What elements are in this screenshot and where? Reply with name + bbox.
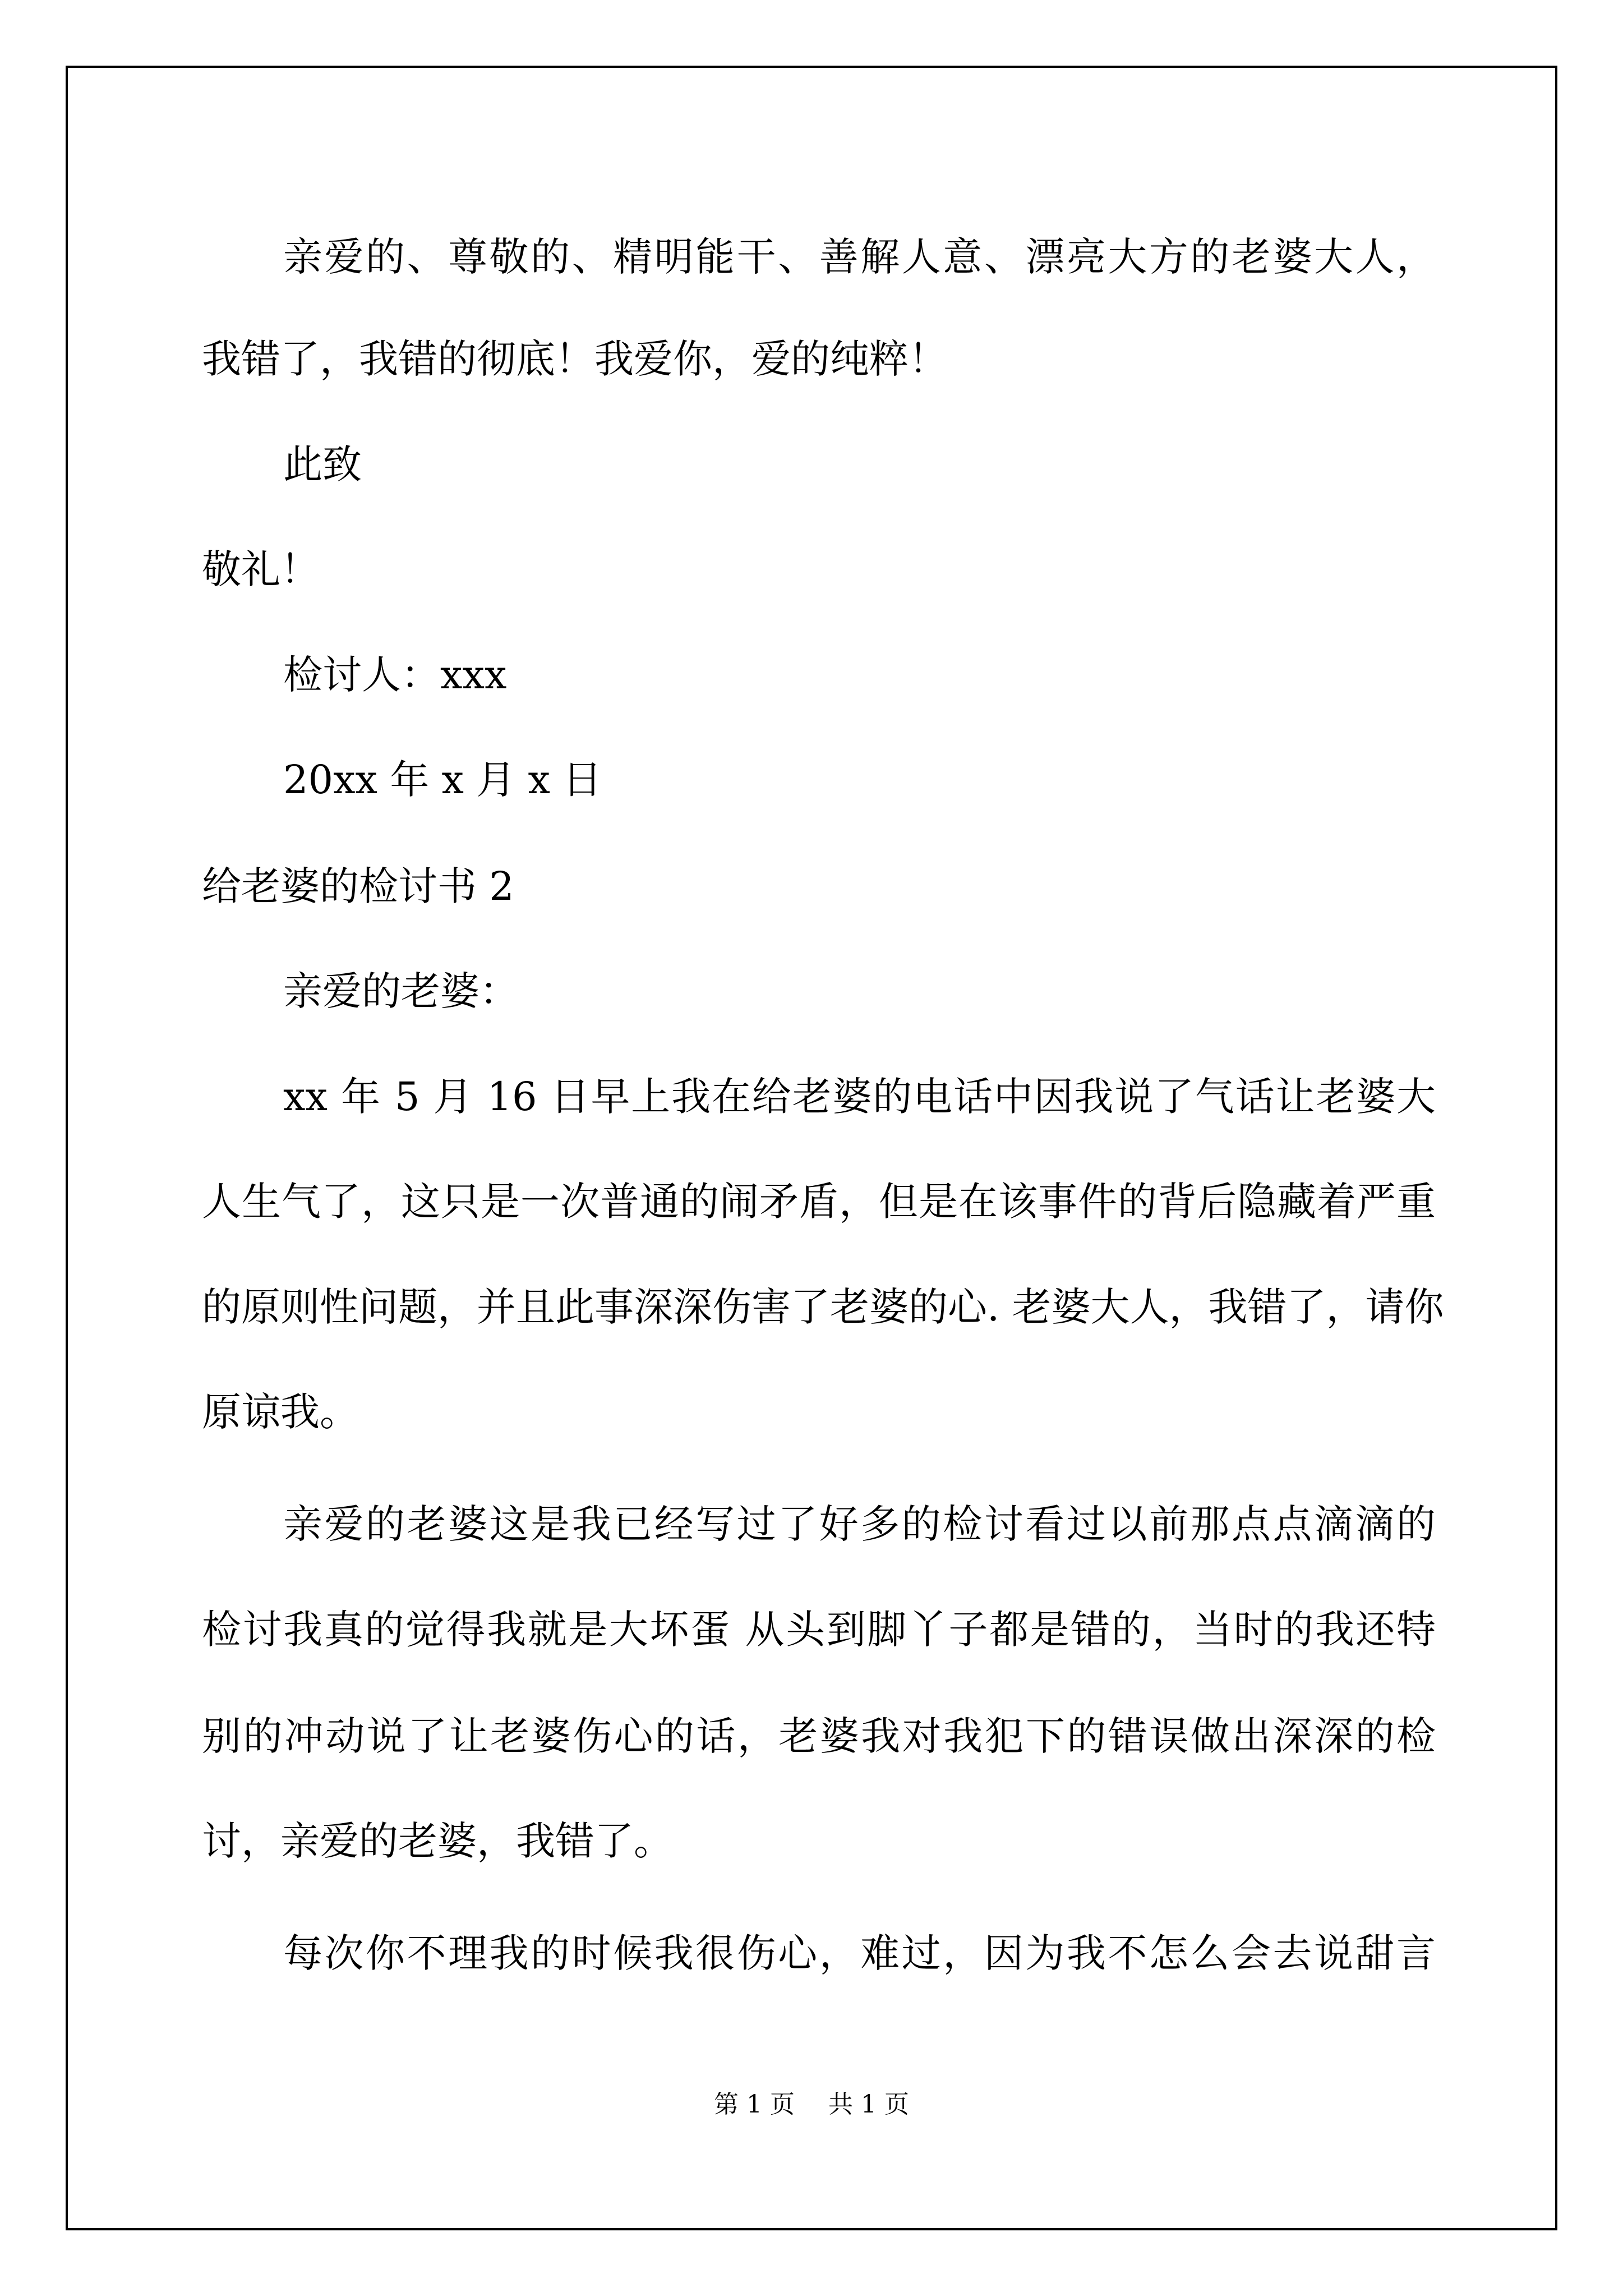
section-title: 给老婆的检讨书 2 — [202, 863, 514, 909]
text-line: 讨，亲爱的老婆，我错了。 — [202, 1818, 673, 1864]
text-line: 原谅我。 — [202, 1389, 359, 1435]
text-line: 亲爱的老婆这是我已经写过了好多的检讨看过以前那点点滴滴的 — [283, 1501, 1436, 1547]
text-line: 亲爱的、尊敬的、精明能干、善解人意、漂亮大方的老婆大人， — [283, 234, 1436, 280]
page-number: 第 1 页 — [714, 2090, 795, 2119]
text-line: 检讨我真的觉得我就是大坏蛋 从头到脚丫子都是错的，当时的我还特 — [202, 1607, 1436, 1653]
text-line: 每次你不理我的时候我很伤心，难过，因为我不怎么会去说甜言 — [283, 1930, 1436, 1976]
text-line: 人生气了，这只是一次普通的闹矛盾，但是在该事件的背后隐藏着严重 — [202, 1179, 1436, 1225]
greeting: 亲爱的老婆： — [283, 968, 519, 1014]
closing-salutation: 此致 — [283, 441, 362, 487]
text-line: 别的冲动说了让老婆伤心的话，老婆我对我犯下的错误做出深深的检 — [202, 1713, 1436, 1759]
signature-line: 检讨人：xxx — [283, 652, 507, 698]
page-border — [66, 66, 1557, 2230]
date-line: 20xx 年 x 月 x 日 — [283, 757, 602, 803]
page-total: 共 1 页 — [828, 2090, 909, 2119]
text-line: xx 年 5 月 16 日早上我在给老婆的电话中因我说了气话让老婆大 — [283, 1074, 1436, 1120]
closing-respect: 敬礼！ — [202, 546, 320, 592]
text-line: 我错了，我错的彻底！我爱你，爱的纯粹！ — [202, 336, 948, 382]
text-line: 的原则性问题，并且此事深深伤害了老婆的心. 老婆大人，我错了，请你 — [202, 1284, 1444, 1330]
page-footer — [0, 2088, 1623, 2122]
